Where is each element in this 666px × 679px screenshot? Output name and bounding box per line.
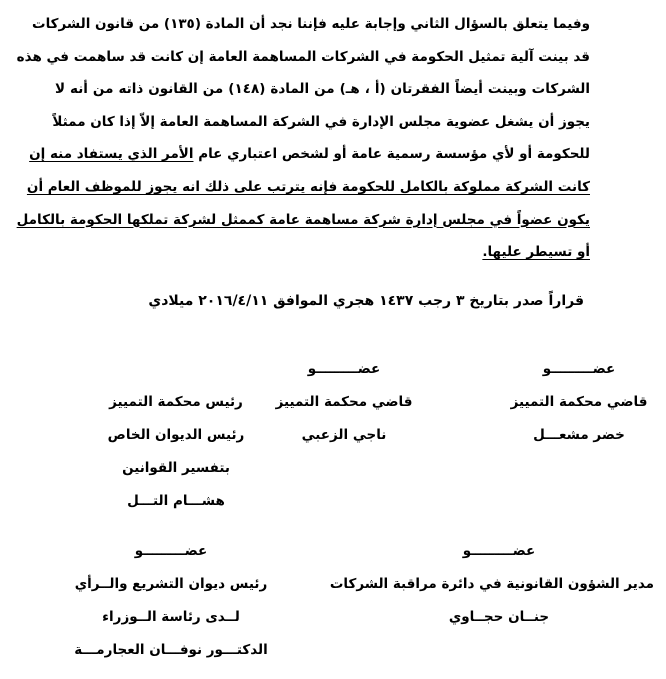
paragraph-line: وفيما يتعلق بالسؤال الثاني وإجابة عليه فإننا نجد أن المادة (١٣٥) من قانون الشركات xyxy=(32,16,590,32)
signature-line: رئيس الديوان الخاص xyxy=(107,427,245,443)
signature-block-bottom-left xyxy=(51,535,291,667)
signature-title: عضـــــــــو xyxy=(307,361,381,377)
paragraph-line xyxy=(29,138,590,171)
body-paragraph xyxy=(16,8,591,269)
signature-line: ناجي الزعبي xyxy=(301,427,387,443)
signature-block-top-right xyxy=(504,353,654,452)
paragraph-line xyxy=(26,171,590,204)
signature-block-top-middle xyxy=(254,353,434,452)
signature-line: الدكتـــور نوفـــان العجارمـــة xyxy=(74,642,268,658)
paragraph-line xyxy=(55,236,590,269)
signature-line: قاضي محكمة التمييز xyxy=(275,394,413,410)
decision-date: قراراً صدر بتاريخ ٣ رجب ١٤٣٧ هجري الموافق ٢٠١٦/٤/١١ ميلادي xyxy=(148,293,584,309)
paragraph-text: للحكومة أو لأي مؤسسة رسمية عامة أو لشخص اعتباري عام xyxy=(198,146,590,163)
signature-line: جنــان حجــاوي xyxy=(448,609,550,625)
underlined-text: الأمر الذي يستفاد منه إن xyxy=(29,146,194,163)
signature-line: رئيس ديوان التشريع والــرأي xyxy=(74,576,268,592)
signature-title: عضـــــــــو xyxy=(462,543,536,559)
signature-line: هشـــام التـــل xyxy=(127,493,225,509)
underlined-text: كانت الشركة مملوكة بالكامل للحكومة فإنه يترتب على ذلك انه يجوز للموظف العام أن xyxy=(26,178,590,195)
paragraph-line: الشركات وبينت أيضاً الفقرتان (أ ، هـ) من المادة (١٤٨) من القانون ذاته من أنه لا xyxy=(55,81,591,98)
signature-block-bottom-right xyxy=(329,535,654,634)
underlined-text: يكون عضواً في مجلس إدارة شركة مساهمة عامة كممثل لشركة تملكها الحكومة بالكامل xyxy=(16,211,590,228)
signature-block-top-left xyxy=(76,386,276,518)
signature-title: عضـــــــــو xyxy=(134,543,208,559)
signature-line: بتفسير القوانين xyxy=(122,460,230,476)
signature-line: لــدى رئاسة الــوزراء xyxy=(102,609,240,625)
signature-title: عضـــــــــو xyxy=(542,361,616,377)
paragraph-line: يجوز أن يشغل عضوية مجلس الإدارة في الشركة المساهمة العامة إلاّ إذا كان ممثلاً xyxy=(52,113,590,130)
signature-line: مدير الشؤون القانونية في دائرة مراقبة الشركات xyxy=(329,576,654,592)
signature-line: خضر مشعـــل xyxy=(533,427,625,443)
signature-line: قاضي محكمة التمييز xyxy=(510,394,648,410)
signature-line: رئيس محكمة التمييز xyxy=(109,394,243,410)
paragraph-line: قد بينت آلية تمثيل الحكومة في الشركات المساهمة العامة إن كانت قد ساهمت في هذه xyxy=(16,48,590,65)
underlined-text: أو تسيطر عليها. xyxy=(482,244,590,261)
paragraph-line xyxy=(16,204,590,237)
